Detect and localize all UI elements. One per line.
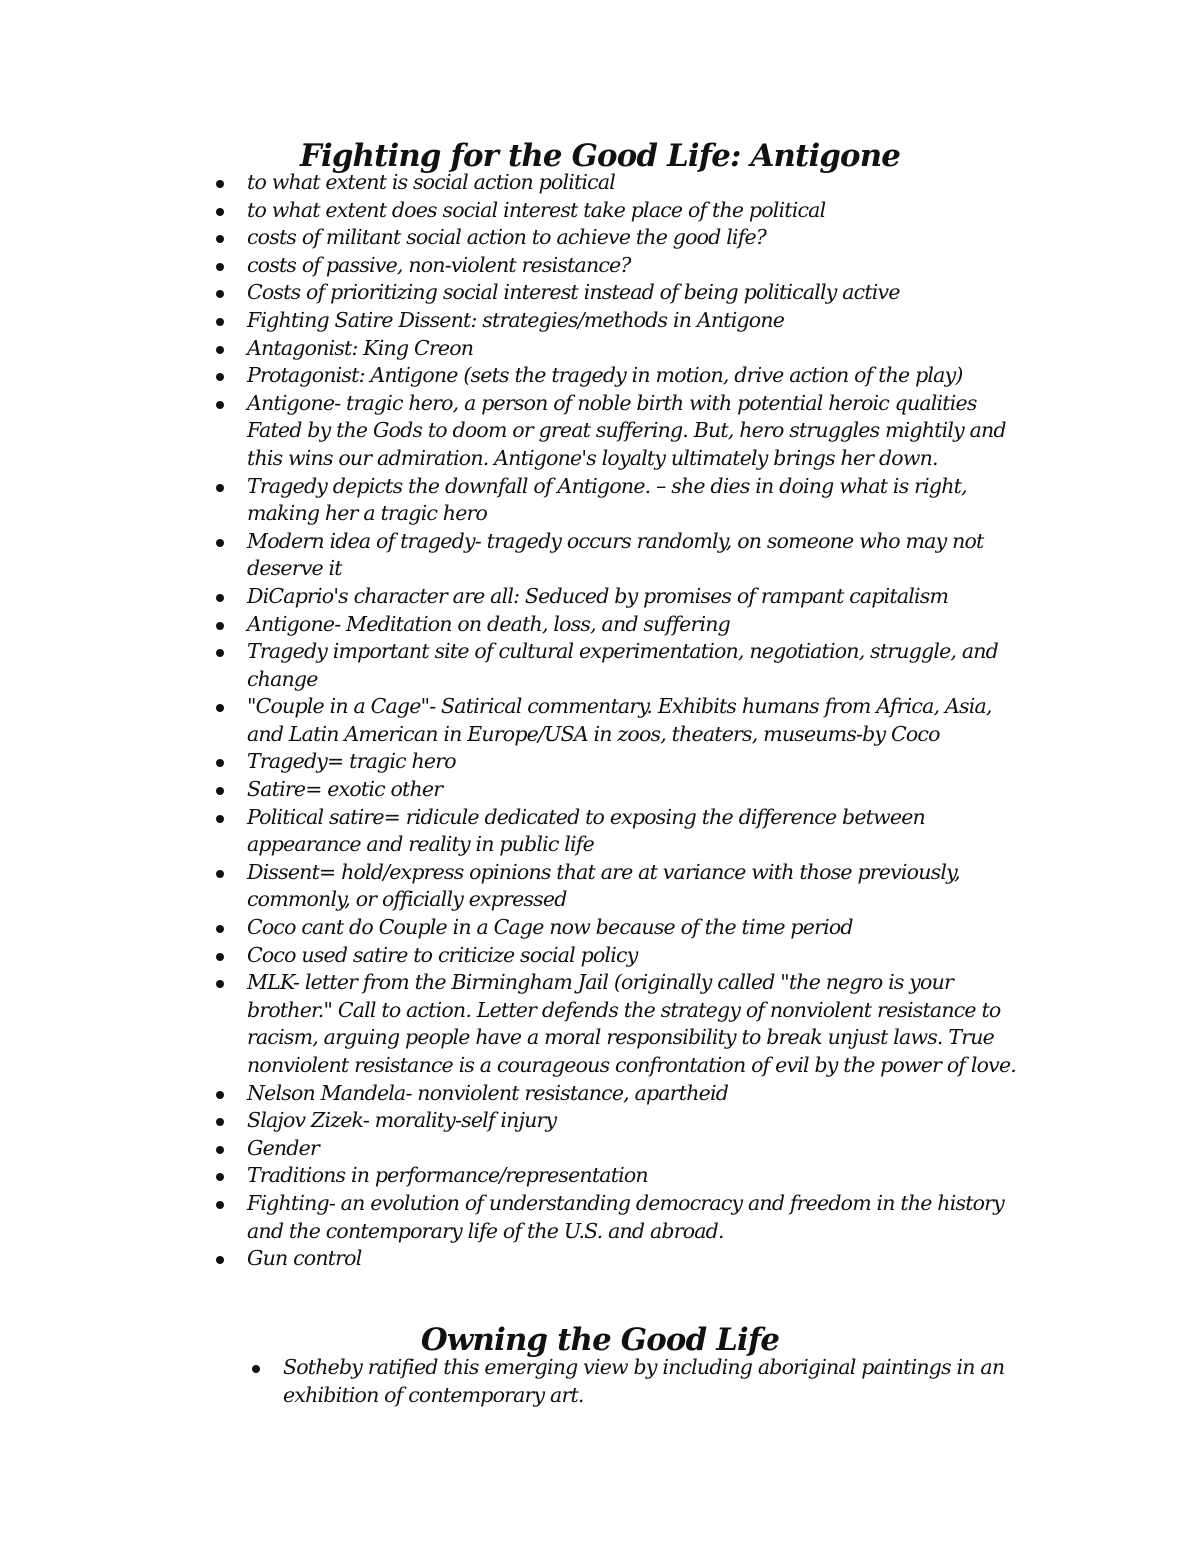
list-item <box>247 252 1027 280</box>
list-item <box>247 638 1027 693</box>
list-item <box>247 335 1027 363</box>
list-item-text: Tragedy= tragic hero <box>247 749 456 774</box>
list-item-text: "Couple in a Cage"- Satirical commentary. Exhibits humans from Africa, Asia, and Latin American in Europe/USA in zoos, theaters, museums-by Coco <box>247 694 992 746</box>
list-item <box>247 224 1027 252</box>
list-item <box>247 1190 1027 1245</box>
bullet-icon <box>216 870 224 878</box>
list-item-text: DiCaprio's character are all: Seduced by promises of rampant capitalism <box>247 583 949 608</box>
bullet-icon <box>216 1256 224 1264</box>
list-item-text: Sotheby ratified this emerging view by including aboriginal paintings in an exhibition of contemporary art. <box>283 1355 1005 1407</box>
list-item-text: costs of militant social action to achieve the good life? <box>247 225 767 250</box>
list-item-text: Costs of prioritizing social interest instead of being politically active <box>247 280 900 305</box>
list-item-text: to what extent does social interest take place of the political <box>247 197 826 222</box>
bullet-icon <box>216 1146 224 1154</box>
bullet-icon <box>216 1118 224 1126</box>
list-item <box>247 611 1027 639</box>
bullet-list <box>283 1354 1023 1409</box>
list-item-text: Gender <box>247 1135 319 1160</box>
bullet-icon <box>216 235 224 243</box>
bullet-list <box>247 169 1027 1273</box>
list-item <box>247 914 1027 942</box>
list-item-text: costs of passive, non-violent resistance? <box>247 252 631 277</box>
bullet-icon <box>216 787 224 795</box>
list-item <box>247 390 1027 473</box>
bullet-icon <box>216 346 224 354</box>
bullet-icon <box>216 704 224 712</box>
bullet-icon <box>216 373 224 381</box>
list-item <box>247 1162 1027 1190</box>
list-item <box>247 1107 1027 1135</box>
list-item <box>247 693 1027 748</box>
list-item <box>247 776 1027 804</box>
list-item-text: Tragedy depicts the downfall of Antigone. – she dies in doing what is right, making her a tragic hero <box>247 473 967 526</box>
list-item <box>247 279 1027 307</box>
bullet-icon <box>216 622 224 630</box>
list-item-text: Traditions in performance/representation <box>247 1163 648 1188</box>
list-item <box>247 169 1027 197</box>
list-item-text: Fighting- an evolution of understanding democracy and freedom in the history and the contemporary life of the U.S. and abroad. <box>247 1190 1004 1243</box>
list-item <box>247 583 1027 611</box>
list-item <box>247 748 1027 776</box>
list-item-text: Antigone- Meditation on death, loss, and suffering <box>247 611 730 636</box>
bullet-icon <box>216 925 224 933</box>
list-item-text: Political satire= ridicule dedicated to exposing the difference between appearance and reality in public life <box>247 804 925 857</box>
list-item-text: to what extent is social action political <box>247 170 616 194</box>
list-item-text: Modern idea of tragedy- tragedy occurs randomly, on someone who may not deserve it <box>247 528 984 581</box>
list-item <box>247 528 1027 583</box>
list-item <box>247 942 1027 970</box>
list-item-text: Antigone- tragic hero, a person of noble birth with potential heroic qualities Fated by the Gods to doom or great suffering. But, hero struggles mightily and this wins our admiration. Antigone's loyalty ultimately brings her down. <box>247 390 1006 470</box>
bullet-icon <box>216 539 224 547</box>
list-item <box>283 1354 1023 1409</box>
list-item-text: Coco cant do Couple in a Cage now because of the time period <box>247 915 853 940</box>
bullet-icon <box>216 401 224 409</box>
list-item <box>247 1135 1027 1163</box>
bullet-icon <box>216 759 224 767</box>
list-item <box>247 362 1027 390</box>
bullet-icon <box>216 649 224 657</box>
bullet-icon <box>216 1173 224 1181</box>
list-item <box>247 473 1027 528</box>
bullet-icon <box>252 1365 260 1373</box>
bullet-icon <box>216 263 224 271</box>
list-item <box>247 969 1027 1079</box>
list-item-text: Coco used satire to criticize social policy <box>247 942 638 967</box>
list-item-text: Nelson Mandela- nonviolent resistance, apartheid <box>247 1080 729 1105</box>
bullet-icon <box>216 484 224 492</box>
section-heading: Owning the Good Life <box>420 1322 780 1358</box>
list-item <box>247 197 1027 225</box>
list-item-text: Fighting Satire Dissent: strategies/methods in Antigone <box>247 307 785 332</box>
list-item <box>247 859 1027 914</box>
bullet-icon <box>216 290 224 298</box>
list-item-text: Antagonist: King Creon <box>247 335 474 360</box>
bullet-icon <box>216 318 224 326</box>
bullet-icon <box>216 208 224 216</box>
list-item-text: Slajov Zizek- morality-self injury <box>247 1108 557 1133</box>
list-item-text: MLK- letter from the Birmingham Jail (originally called "the negro is your brother." Call to action. Letter defends the strategy of nonviolent resistance to racism, arguing people have a moral responsibility to break unjust laws. True nonviolent resistance is a courageous confrontation of evil by the power of love. <box>247 970 1017 1077</box>
list-item <box>247 1245 1027 1273</box>
list-item-text: Gun control <box>247 1246 362 1271</box>
list-item-text: Tragedy important site of cultural experimentation, negotiation, struggle, and change <box>247 639 999 691</box>
section-heading: Fighting for the Good Life: Antigone <box>299 138 901 174</box>
list-item <box>247 307 1027 335</box>
list-item-text: Dissent= hold/express opinions that are at variance with those previously, commonly, or officially expressed <box>247 859 960 912</box>
bullet-icon <box>216 180 224 188</box>
list-item-text: Protagonist: Antigone (sets the tragedy in motion, drive action of the play) <box>247 363 963 388</box>
bullet-icon <box>216 594 224 602</box>
bullet-icon <box>216 1091 224 1099</box>
list-item <box>247 804 1027 859</box>
list-item <box>247 1080 1027 1108</box>
bullet-icon <box>216 1201 224 1209</box>
bullet-icon <box>216 980 224 988</box>
list-item-text: Satire= exotic other <box>247 777 443 802</box>
bullet-icon <box>216 815 224 823</box>
bullet-icon <box>216 953 224 961</box>
